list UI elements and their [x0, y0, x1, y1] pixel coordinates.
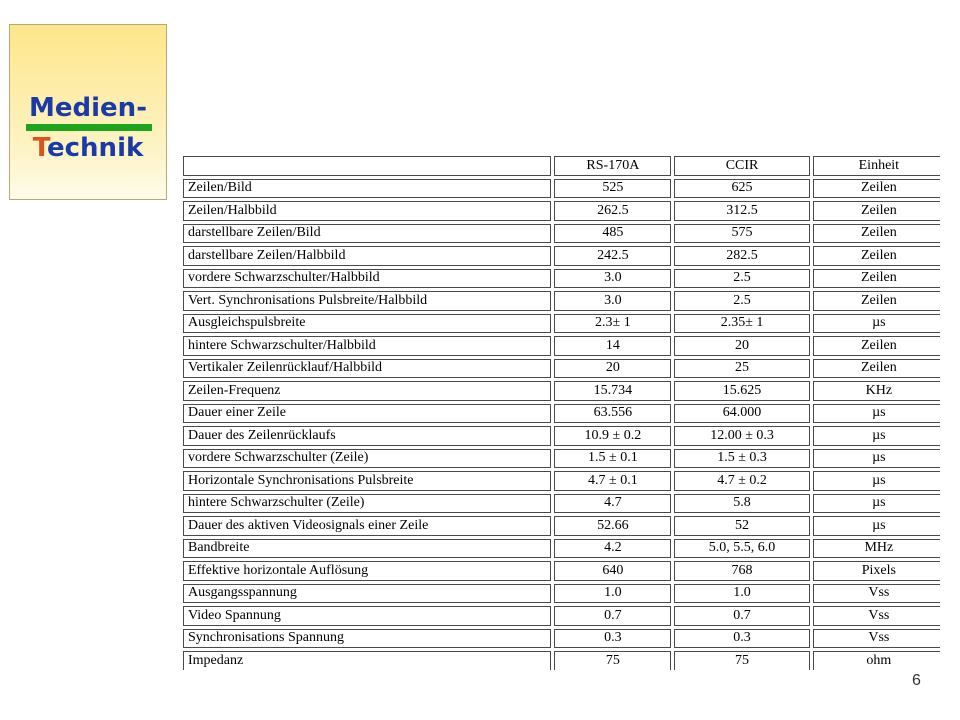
unit-cell: µs	[813, 404, 940, 424]
header-rs170a: RS-170A	[554, 156, 671, 176]
ccir-cell: 15.625	[674, 381, 809, 401]
rs170a-cell: 4.7	[554, 494, 671, 514]
rs170a-cell: 3.0	[554, 291, 671, 311]
table-row	[183, 584, 940, 604]
table-row	[183, 269, 940, 289]
ccir-cell: 575	[674, 224, 809, 244]
ccir-cell: 75	[674, 651, 809, 670]
unit-cell: Zeilen	[813, 269, 940, 289]
rs170a-cell: 63.556	[554, 404, 671, 424]
unit-cell: µs	[813, 426, 940, 446]
rs170a-cell: 1.5 ± 0.1	[554, 449, 671, 469]
unit-cell: µs	[813, 516, 940, 536]
parameter-cell: Zeilen-Frequenz	[183, 381, 551, 401]
unit-cell: µs	[813, 471, 940, 491]
table-row	[183, 201, 940, 221]
rs170a-cell: 14	[554, 336, 671, 356]
video-standard-table	[180, 153, 940, 670]
spec-table-container	[180, 153, 940, 670]
table-row	[183, 359, 940, 379]
header-ccir: CCIR	[674, 156, 809, 176]
table-row	[183, 314, 940, 334]
rs170a-cell: 2.3± 1	[554, 314, 671, 334]
medientechnik-logo	[9, 24, 167, 200]
ccir-cell: 12.00 ± 0.3	[674, 426, 809, 446]
table-row	[183, 291, 940, 311]
parameter-cell: Bandbreite	[183, 539, 551, 559]
unit-cell: Pixels	[813, 561, 940, 581]
unit-cell: µs	[813, 449, 940, 469]
table-row	[183, 449, 940, 469]
parameter-cell: vordere Schwarzschulter (Zeile)	[183, 449, 551, 469]
unit-cell: Vss	[813, 584, 940, 604]
rs170a-cell: 640	[554, 561, 671, 581]
logo-rest-line2: echnik	[47, 133, 144, 163]
table-row	[183, 179, 940, 199]
parameter-cell: Synchronisations Spannung	[183, 629, 551, 649]
unit-cell: ohm	[813, 651, 940, 670]
unit-cell: MHz	[813, 539, 940, 559]
unit-cell: Zeilen	[813, 179, 940, 199]
ccir-cell: 2.5	[674, 291, 809, 311]
rs170a-cell: 52.66	[554, 516, 671, 536]
ccir-cell: 282.5	[674, 246, 809, 266]
parameter-cell: Ausgleichspulsbreite	[183, 314, 551, 334]
header-cell-empty	[183, 156, 551, 176]
parameter-cell: Vertikaler Zeilenrücklauf/Halbbild	[183, 359, 551, 379]
unit-cell: Vss	[813, 606, 940, 626]
ccir-cell: 2.5	[674, 269, 809, 289]
ccir-cell: 5.8	[674, 494, 809, 514]
parameter-cell: Zeilen/Bild	[183, 179, 551, 199]
logo-rest-line1: edien-	[54, 93, 147, 123]
table-row	[183, 651, 940, 670]
rs170a-cell: 20	[554, 359, 671, 379]
parameter-cell: Dauer einer Zeile	[183, 404, 551, 424]
ccir-cell: 0.3	[674, 629, 809, 649]
rs170a-cell: 0.3	[554, 629, 671, 649]
ccir-cell: 20	[674, 336, 809, 356]
rs170a-cell: 242.5	[554, 246, 671, 266]
parameter-cell: darstellbare Zeilen/Halbbild	[183, 246, 551, 266]
table-row	[183, 494, 940, 514]
parameter-cell: Effektive horizontale Auflösung	[183, 561, 551, 581]
ccir-cell: 64.000	[674, 404, 809, 424]
rs170a-cell: 1.0	[554, 584, 671, 604]
table-header-row	[183, 156, 940, 176]
unit-cell: Zeilen	[813, 359, 940, 379]
ccir-cell: 2.35± 1	[674, 314, 809, 334]
rs170a-cell: 485	[554, 224, 671, 244]
table-row	[183, 381, 940, 401]
logo-green-bar	[26, 124, 152, 131]
unit-cell: Zeilen	[813, 224, 940, 244]
unit-cell: Zeilen	[813, 201, 940, 221]
parameter-cell: vordere Schwarzschulter/Halbbild	[183, 269, 551, 289]
ccir-cell: 5.0, 5.5, 6.0	[674, 539, 809, 559]
page-number: 6	[912, 672, 921, 689]
ccir-cell: 1.5 ± 0.3	[674, 449, 809, 469]
logo-text-line1	[10, 93, 166, 123]
unit-cell: Zeilen	[813, 246, 940, 266]
table-row	[183, 561, 940, 581]
parameter-cell: Horizontale Synchronisations Pulsbreite	[183, 471, 551, 491]
table-row	[183, 404, 940, 424]
rs170a-cell: 262.5	[554, 201, 671, 221]
table-row	[183, 471, 940, 491]
parameter-cell: Impedanz	[183, 651, 551, 670]
unit-cell: Zeilen	[813, 336, 940, 356]
ccir-cell: 0.7	[674, 606, 809, 626]
logo-initial-t: T	[32, 133, 47, 163]
unit-cell: Vss	[813, 629, 940, 649]
rs170a-cell: 4.7 ± 0.1	[554, 471, 671, 491]
ccir-cell: 1.0	[674, 584, 809, 604]
unit-cell: Zeilen	[813, 291, 940, 311]
ccir-cell: 52	[674, 516, 809, 536]
rs170a-cell: 15.734	[554, 381, 671, 401]
parameter-cell: Dauer des aktiven Videosignals einer Zeile	[183, 516, 551, 536]
parameter-cell: Vert. Synchronisations Pulsbreite/Halbbild	[183, 291, 551, 311]
table-row	[183, 629, 940, 649]
table-row	[183, 606, 940, 626]
table-row	[183, 426, 940, 446]
parameter-cell: hintere Schwarzschulter/Halbbild	[183, 336, 551, 356]
rs170a-cell: 3.0	[554, 269, 671, 289]
rs170a-cell: 0.7	[554, 606, 671, 626]
rs170a-cell: 75	[554, 651, 671, 670]
ccir-cell: 4.7 ± 0.2	[674, 471, 809, 491]
parameter-cell: Ausgangsspannung	[183, 584, 551, 604]
logo-text-line2	[10, 133, 166, 163]
table-row	[183, 246, 940, 266]
ccir-cell: 768	[674, 561, 809, 581]
ccir-cell: 312.5	[674, 201, 809, 221]
logo-initial-m: M	[29, 93, 55, 123]
parameter-cell: Dauer des Zeilenrücklaufs	[183, 426, 551, 446]
header-einheit: Einheit	[813, 156, 940, 176]
unit-cell: KHz	[813, 381, 940, 401]
rs170a-cell: 4.2	[554, 539, 671, 559]
rs170a-cell: 10.9 ± 0.2	[554, 426, 671, 446]
parameter-cell: darstellbare Zeilen/Bild	[183, 224, 551, 244]
unit-cell: µs	[813, 314, 940, 334]
parameter-cell: Zeilen/Halbbild	[183, 201, 551, 221]
unit-cell: µs	[813, 494, 940, 514]
ccir-cell: 25	[674, 359, 809, 379]
parameter-cell: Video Spannung	[183, 606, 551, 626]
table-row	[183, 336, 940, 356]
table-row	[183, 516, 940, 536]
table-row	[183, 224, 940, 244]
ccir-cell: 625	[674, 179, 809, 199]
table-row	[183, 539, 940, 559]
rs170a-cell: 525	[554, 179, 671, 199]
parameter-cell: hintere Schwarzschulter (Zeile)	[183, 494, 551, 514]
